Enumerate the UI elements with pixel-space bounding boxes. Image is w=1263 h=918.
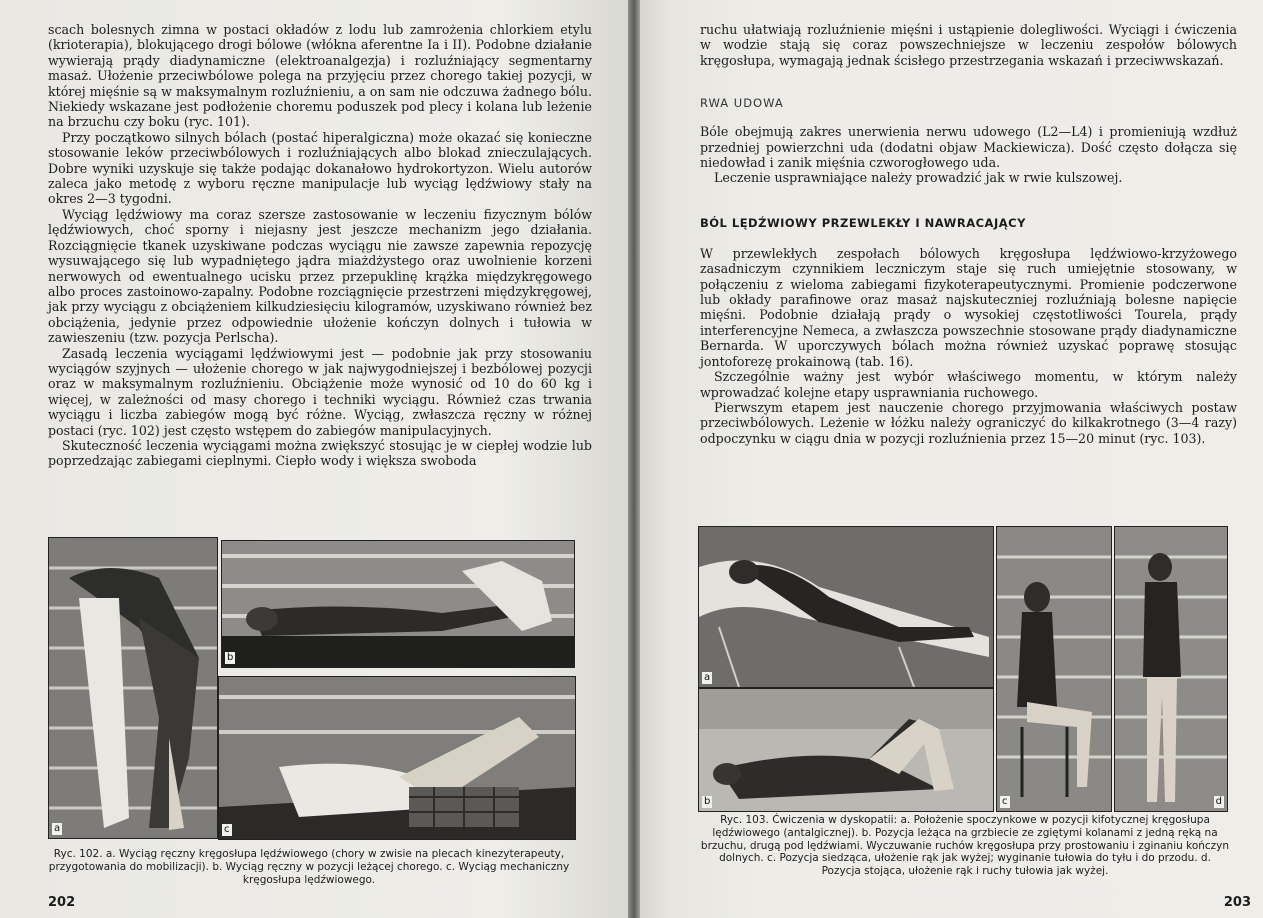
left-paragraph-2: Przy początkowo silnych bólach (postać hiperalgiczna) może okazać się konieczne stosowanie leków przeciwbólowych i rozluźniających albo blokad znieczulających. Dobre wyniki uzyskuje się także podając dokanałowo hydrokortyzon. Wielu autorów zaleca jako metodę z wyboru ręczne manipulacje lub wyciąg lędźwiowy stały na okres 2—3 tygodni. [48,129,592,207]
figure-102b-illustration [222,541,574,667]
figure-label-a: a [54,823,61,834]
figure-103a-illustration [699,527,993,687]
left-paragraph-1: scach bolesnych zimna w postaci okładów z lodu lub zamrożenia chlorkiem etylu (krioterapia), blokującego drogi bólowe (włókna aferentne Ia i II). Podobne działanie wywierają prądy diadynamiczne (elektroanalgezja) i rozluźniający segmentarny masaż. Ułożenie przeciwbólowe polega na przyjęciu przez chorego takiej pozycji, w której mięśnie są w maksymalnym rozluźnieniu, a on sam nie odczuwa żadnego bólu. Niekiedy wskazane jest podłożenie choremu poduszek pod plecy i kolana lub leżenie na brzuchu czy boku (ryc. 101). [48,22,592,130]
left-paragraph-3: Wyciąg lędźwiowy ma coraz szersze zastosowanie w leczeniu fizycznym bólów lędźwiowych, choć sporny i niejasny jest jeszcze mechanizm jego działania. Rozciągnięcie tkanek uzyskiwane podczas wyciągu nie zawsze zapewnia repozycję wysuwającego się lub wypadniętego jądra miażdżystego oraz uwolnienie korzeni nerwowych od ewentualnego ucisku przez przepuklinę krążka międzykręgowego albo proces zastoinowo-zapalny. Podobne rozciągnięcie przestrzeni międzykręgowej, jak przy wyciągu z obciążeniem kilkudziesięciu kilogramów, uzyskiwano również bez obciążenia, jedynie przez odpowiednie ułożenie kończyn dolnych i tułowia w zawieszeniu (tzw. pozycja Perlscha). [48,206,592,346]
left-paragraph-5: Skuteczność leczenia wyciągami można zwiększyć stosując je w ciepłej wodzie lub poprzedzając zabiegami cieplnymi. Ciepło wody i większa swoboda [48,437,592,469]
figure-103-caption: Ryc. 103. Ćwiczenia w dyskopatii: a. Położenie spoczynkowe w pozycji kifotycznej kręgosłupa lędźwiowego (antalgicznej). b. Pozycja leżąca na grzbiecie ze zgiętymi kolanami z jedną ręką na brzuchu, drugą pod lędźwiami. Wyczuwanie ruchów kręgosłupa przy prostowaniu i zginaniu kończyn dolnych. c. Pozycja siedząca, ułożenie rąk jak wyżej; wyginanie tułowia do tyłu i do przodu. d. Pozycja stojąca, ułożenie rąk i ruchy tułowia jak wyżej. [700,814,1230,878]
left-page [0,0,630,918]
figure-103d-illustration [1115,527,1227,811]
figure-label-c: c [1002,796,1008,807]
right-page [630,0,1263,918]
figure-102c-illustration [219,677,575,839]
figure-103b-photo [698,688,994,812]
figure-103b-illustration [699,689,993,811]
figure-102b-photo [221,540,575,668]
figure-103c-illustration [997,527,1111,811]
figure-label-b: b [704,796,711,807]
book-gutter [628,0,640,918]
figure-label-b: b [227,652,234,663]
figure-103c-photo [996,526,1112,812]
section-heading-rwa-udowa: RWA UDOWA [700,96,784,111]
section-heading-bol-ledzwiowy: BÓL LĘDŹWIOWY PRZEWLEKŁY I NAWRACAJĄCY [700,215,1026,230]
figure-label-d: d [1215,796,1222,807]
figure-label-c: c [224,824,230,835]
figure-103a-photo [698,526,994,688]
figure-102a-illustration [49,538,217,838]
left-paragraph-4: Zasadą leczenia wyciągami lędźwiowymi jest — podobnie jak przy stosowaniu wyciągów szyjnych — ułożenie chorego w jak najwygodniejszej i bezbólowej pozycji oraz w maksymalnym rozluźnieniu. Obciążenie może wynosić od 10 do 60 kg i więcej, w zależności od masy chorego i techniki wyciągu. Również czas trwania wyciągu i liczba zabiegów mogą być różne. Wyciąg, zwłaszcza ręczny w różnej postaci (ryc. 102) jest często wstępem do zabiegów manipulacyjnych. [48,345,592,438]
bol-ledzwiowy-paragraph-2: Szczególnie ważny jest wybór właściwego momentu, w którym należy wprowadzać kolejne etapy usprawniania ruchowego. [700,369,1237,400]
page-number-left: 202 [48,895,76,910]
rwa-udowa-paragraph-2: Leczenie usprawniające należy prowadzić jak w rwie kulszowej. [714,170,1123,186]
figure-102c-photo [218,676,576,840]
figure-102a-photo [48,537,218,839]
rwa-udowa-paragraph-1: Bóle obejmują zakres unerwienia nerwu udowego (L2—L4) i promieniują wzdłuż przedniej powierzchni uda (dodatni objaw Mackiewicza). Dość często dołącza się niedowład i zanik mięśnia czworogłowego uda. [700,124,1237,171]
figure-102-caption: Ryc. 102. a. Wyciąg ręczny kręgosłupa lędźwiowego (chory w zwisie na plecach kinezyterapeuty, przygotowania do mobilizacji). b. Wyciąg ręczny w pozycji leżącej chorego. c. Wyciąg mechaniczny kręgosłupa lędźwiowego. [48,848,570,886]
right-intro-paragraph: ruchu ułatwiają rozluźnienie mięśni i ustąpienie dolegliwości. Wyciągi i ćwiczenia w wodzie stają się coraz powszechniejsze w leczeniu zespołów bólowych kręgosłupa, wymagają jednak ścisłego przestrzegania wskazań i przeciwwskazań. [700,22,1237,68]
figure-label-a: a [704,672,711,683]
bol-ledzwiowy-paragraph-1: W przewlekłych zespołach bólowych kręgosłupa lędźwiowo-krzyżowego zasadniczym czynnikiem leczniczym staje się ruch umiejętnie stosowany, w połączeniu z wieloma zabiegami fizykoterapeutycznymi. Promienie podczerwone lub okłady parafinowe oraz masaż najskuteczniej rozluźniają bolesne napięcie mięśni. Podobnie działają prądy o wysokiej częstotliwości Tourela, prądy interferencyjne Nemeca, a zwłaszcza powszechnie stosowane prądy diadynamiczne Bernarda. W uporczywych bólach można również uzyskać poprawę stosując jontoforezę prokainową (tab. 16). [700,245,1237,369]
figure-103d-photo [1114,526,1228,812]
bol-ledzwiowy-paragraph-3: Pierwszym etapem jest nauczenie chorego przyjmowania właściwych postaw przeciwbólowych. Leżenie w łóżku należy ograniczyć do kilkakrotnego (3—4 razy) odpoczynku w ciągu dnia w pozycji rozluźnienia przez 15—20 minut (ryc. 103). [700,399,1237,446]
page-number-right: 203 [1223,895,1251,910]
